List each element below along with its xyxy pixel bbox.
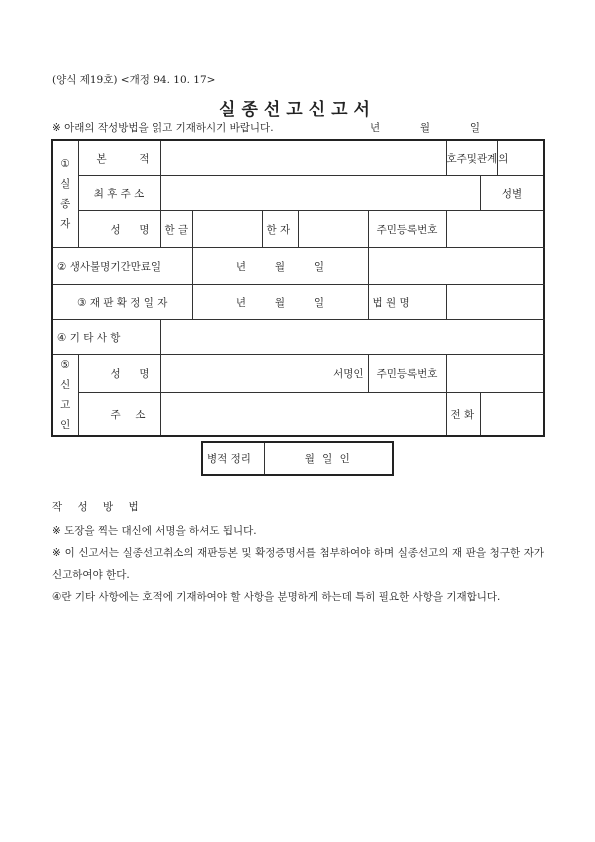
guide-title: 작 성 방 법: [52, 501, 145, 513]
stamp-label: 병적 정리: [202, 442, 264, 475]
domicile-field[interactable]: [160, 140, 446, 176]
period-end-day: 일: [313, 260, 325, 273]
signature-mark: 서명인: [333, 368, 364, 381]
period-end-date[interactable]: [192, 248, 368, 285]
period-end-year: 년: [235, 260, 247, 273]
reporter-name-label: 성 명: [78, 355, 160, 393]
stamp-field[interactable]: 월 일 인: [264, 442, 393, 475]
last-address-label: 최 후 주 소: [78, 176, 160, 211]
report-form-table: [51, 139, 545, 437]
reporter-address-field[interactable]: [160, 393, 446, 436]
section-char: 인: [60, 419, 71, 431]
section-number: ①: [60, 158, 70, 170]
period-end-label: ② 생사불명기간만료일: [52, 248, 192, 285]
reporter-address-label: 주 소: [78, 393, 160, 436]
reporter-phone-label: 전 화: [446, 393, 480, 436]
other-matters-field[interactable]: [160, 320, 544, 355]
court-name-field[interactable]: [446, 285, 544, 320]
period-end-month: 월: [274, 260, 286, 273]
judgment-month: 월: [274, 296, 286, 309]
report-date-year: 년: [370, 122, 381, 134]
reporter-resident-no-field[interactable]: [446, 355, 544, 393]
head-relation-cell[interactable]: [446, 140, 544, 176]
hangul-label: 한 글: [160, 211, 192, 248]
hanja-name-field[interactable]: [298, 211, 368, 248]
gender-label: 성별: [480, 176, 544, 211]
resident-no-label: 주민등록번호: [368, 211, 446, 248]
section-char: 자: [60, 218, 71, 230]
judgment-year: 년: [235, 296, 247, 309]
section-char: 실: [60, 178, 71, 190]
judgment-date[interactable]: [192, 285, 368, 320]
period-end-blank[interactable]: [368, 248, 544, 285]
last-address-field[interactable]: [160, 176, 480, 211]
reporter-phone-field[interactable]: [480, 393, 544, 436]
form-number: (양식 제19호) <개정 94. 10. 17>: [52, 74, 216, 86]
reporter-section-label: [52, 355, 78, 437]
other-matters-label: ④ 기 타 사 항: [52, 320, 160, 355]
section-char: 고: [60, 399, 71, 411]
missing-person-section-label: [52, 140, 78, 248]
guide-line: ※ 도장을 찍는 대신에 서명을 하셔도 됩니다.: [52, 525, 257, 537]
hanja-label: 한 자: [262, 211, 298, 248]
judgment-day: 일: [313, 296, 325, 309]
report-date-day: 일: [469, 122, 480, 134]
hangul-name-field[interactable]: [192, 211, 262, 248]
domicile-label: 본 적: [78, 140, 160, 176]
guide-line: ④란 기타 사항에는 호적에 기재하여야 할 사항을 분명하게 하는데 특히 필요한 사항을 기재합니다.: [52, 591, 501, 603]
head-relation-suffix: 의: [498, 152, 509, 165]
instruction-note: ※ 아래의 작성방법을 읽고 기재하시기 바랍니다.: [52, 122, 274, 134]
guide-body: [52, 520, 544, 608]
section-char: 신: [60, 379, 71, 391]
report-date-month: 월: [419, 122, 431, 134]
reporter-name-field[interactable]: [160, 355, 368, 393]
court-name-label: 법 원 명: [368, 285, 446, 320]
name-label: 성 명: [78, 211, 160, 248]
document-title: 실종선고신고서: [219, 100, 376, 120]
reporter-resident-no-label: 주민등록번호: [368, 355, 446, 393]
guide-line: ※ 이 신고서는 실종선고취소의 재판등본 및 확정증명서를 첨부하여야 하며 실종선고의 재 판을 청구한 자가 신고하여야 한다.: [52, 547, 544, 581]
section-char: 종: [60, 198, 71, 210]
head-relation-label: 호주및관계: [447, 141, 499, 175]
resident-no-field[interactable]: [446, 211, 544, 248]
judgment-date-label: ③ 재 판 확 정 일 자: [52, 285, 192, 320]
section-number: ⑤: [60, 359, 70, 371]
report-date: [370, 120, 480, 135]
stamp-box: [201, 441, 394, 476]
